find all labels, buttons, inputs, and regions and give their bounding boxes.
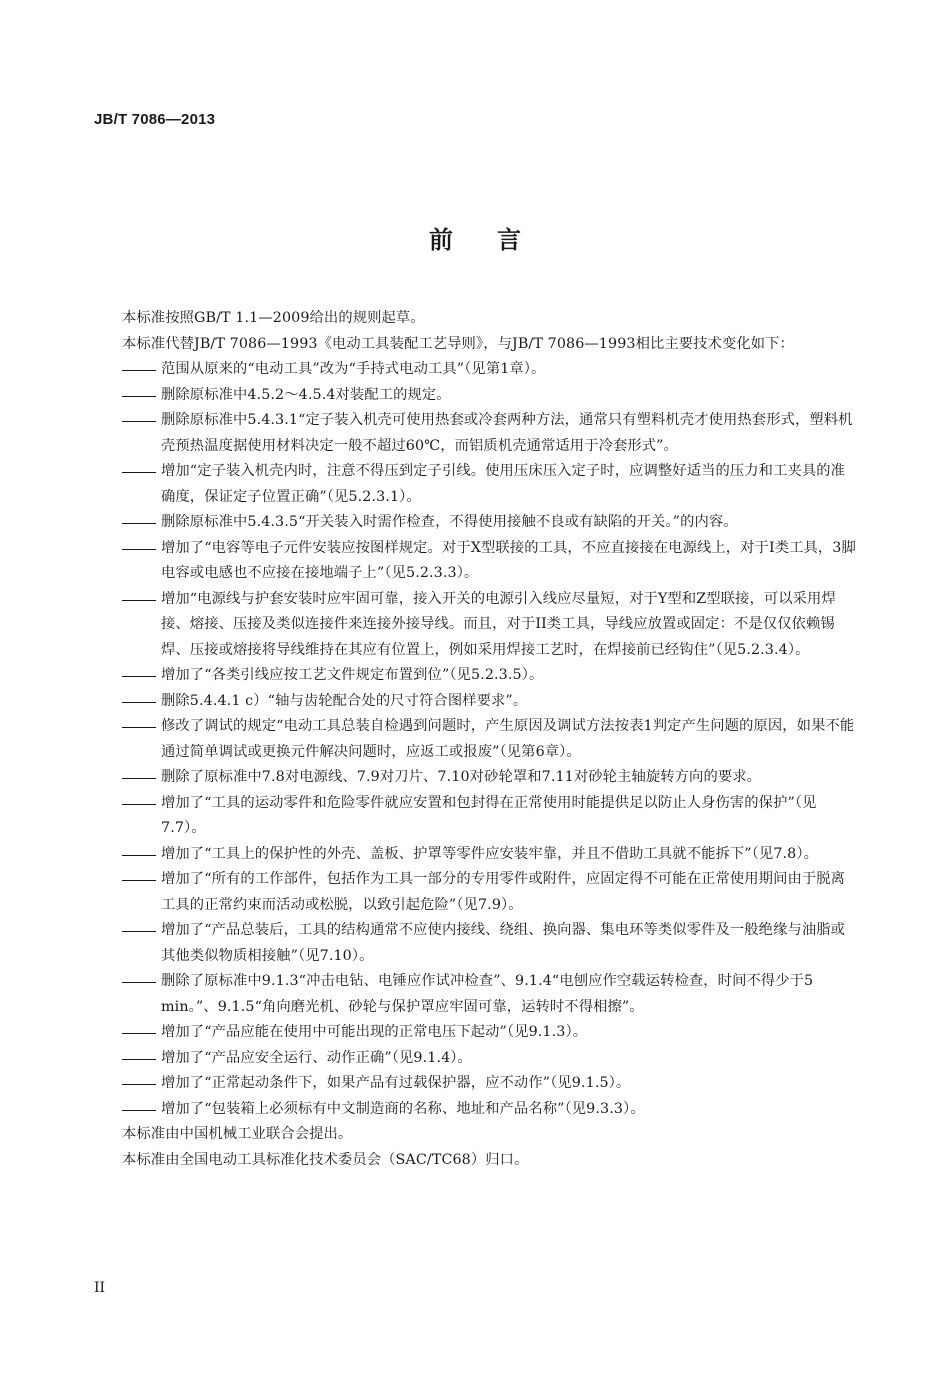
- standard-code: JB/T 7086—2013: [94, 111, 216, 128]
- list-item: [94, 510, 856, 536]
- list-item: [94, 383, 856, 409]
- list-item-text: 增加了“工具的运动零件和危险零件就应安置和包封得在正常使用时能提供足以防止人身伤害的保护”（见7.7）。: [161, 794, 817, 836]
- list-item-text: 增加了“工具上的保护性的外壳、盖板、护罩等零件应安装牢靠，并且不借助工具就不能拆下”（见7.8）。: [161, 845, 819, 862]
- list-item: [94, 663, 856, 689]
- list-item: [94, 969, 856, 1020]
- list-item-text: 增加了“产品应安全运行、动作正确”（见9.1.4）。: [161, 1049, 472, 1066]
- dash-marker: [122, 727, 156, 728]
- list-item-text: 删除了原标准中7.8对电源线、7.9对刀片、7.10对砂轮罩和7.11对砂轮主轴旋转方向的要求。: [161, 769, 762, 785]
- list-item-text: 删除了原标准中9.1.3“冲击电钻、电锤应作试冲检查”、9.1.4“电刨应作空载运转检查，时间不得少于5 min。”、9.1.5“角向磨光机、砂轮与保护罩应牢固可靠，运转时不得相擦”。: [161, 973, 814, 1015]
- list-item: [94, 357, 856, 383]
- dash-marker: [122, 855, 156, 856]
- dash-marker: [122, 982, 156, 983]
- dash-marker: [122, 702, 156, 703]
- list-item-text: 增加了“电容等电子元件安装应按图样规定。对于X型联接的工具，不应直接接在电源线上，对于Ⅰ类工具，3脚电容或电感也不应接在接地端子上”（见5.2.3.3）。: [161, 539, 856, 581]
- list-item-text: 增加了“所有的工作部件，包括作为工具一部分的专用零件或附件，应固定得不可能在正常使用期间由于脱离工具的正常约束而活动或松脱，以致引起危险”（见7.9）。: [161, 871, 846, 913]
- list-item-text: 修改了调试的规定“电动工具总装自检遇到问题时，产生原因及调试方法按表1判定产生问题的原因，如果不能通过简单调试或更换元件解决问题时，应返工或报废”（见第6章）。: [161, 718, 855, 760]
- list-item-text: 增加“电源线与护套安装时应牢固可靠，接入开关的电源引入线应尽量短，对于Y型和Z型联接，可以采用焊接、熔接、压接及类似连接件来连接外接导线。而且，对于II类工具，导线应放置或固定：不是仅仅依赖锡焊、压接或熔接将导线维持在其应有位置上，例如采用焊接工艺时，在焊接前已经钩住”（见5.2.3.4）。: [161, 590, 836, 658]
- list-item: [94, 918, 856, 969]
- dash-marker: [122, 931, 156, 932]
- closing-paragraph: 本标准由全国电动工具标准化技术委员会（SAC/TC68）归口。: [122, 1151, 529, 1168]
- list-item-text: 增加了“产品应能在使用中可能出现的正常电压下起动”（见9.1.3）。: [161, 1024, 588, 1040]
- list-item-text: 增加了“包装箱上必须标有中文制造商的名称、地址和产品名称”（见9.3.3）。: [161, 1100, 645, 1117]
- list-item-text: 增加“定子装入机壳内时，注意不得压到定子引线。使用压床压入定子时，应调整好适当的压力和工夹具的准确度，保证定子位置正确”（见5.2.3.1）。: [161, 463, 846, 505]
- list-item: [94, 587, 856, 664]
- list-item-text: 删除原标准中4.5.2～4.5.4对装配工的规定。: [161, 386, 451, 403]
- dash-marker: [122, 676, 156, 677]
- list-item-text: 删除5.4.4.1 c）“轴与齿轮配合处的尺寸符合图样要求”。: [161, 692, 528, 709]
- foreword-body: [94, 306, 856, 1173]
- list-item-text: 范围从原来的“电动工具”改为“手持式电动工具”（见第1章）。: [161, 361, 546, 377]
- list-item: [94, 867, 856, 918]
- list-item: [94, 459, 856, 510]
- list-item: [94, 791, 856, 842]
- dash-marker: [122, 549, 156, 550]
- dash-marker: [122, 804, 156, 805]
- dash-marker: [122, 472, 156, 473]
- list-item: [94, 842, 856, 868]
- list-item: [94, 408, 856, 459]
- dash-marker: [122, 778, 156, 779]
- list-item: [94, 1020, 856, 1046]
- list-item-text: 增加了“各类引线应按工艺文件规定布置到位”（见5.2.3.5）。: [161, 667, 544, 683]
- intro-paragraph: 本标准代替JB/T 7086—1993《电动工具装配工艺导则》，与JB/T 7086—1993相比主要技术变化如下：: [122, 335, 794, 352]
- dash-marker: [122, 880, 156, 881]
- list-item-text: 增加了“正常起动条件下，如果产品有过载保护器，应不动作”（见9.1.5）。: [161, 1075, 631, 1091]
- list-item-text: 增加了“产品总装后，工具的结构通常不应使内接线、绕组、换向器、集电环等类似零件及一般绝缘与油脂或其他类似物质相接触”（见7.10）。: [161, 922, 846, 964]
- dash-marker: [122, 1033, 156, 1034]
- list-item: [94, 1097, 856, 1123]
- list-item: [94, 1071, 856, 1097]
- dash-marker: [122, 396, 156, 397]
- list-item: [94, 765, 856, 791]
- intro-paragraph: 本标准按照GB/T 1.1—2009给出的规则起草。: [122, 310, 425, 326]
- dash-marker: [122, 421, 156, 422]
- page-number: II: [94, 1280, 106, 1296]
- list-item-text: 删除原标准中5.4.3.1“定子装入机壳可使用热套或冷套两种方法，通常只有塑料机壳才使用热套形式，塑料机壳预热温度据使用材料决定一般不超过60℃，而铝质机壳通常适用于冷套形式”。: [161, 412, 853, 454]
- list-item: [94, 714, 856, 765]
- dash-marker: [122, 1059, 156, 1060]
- dash-marker: [122, 523, 156, 524]
- dash-marker: [122, 370, 156, 371]
- dash-marker: [122, 1084, 156, 1085]
- list-item-text: 删除原标准中5.4.3.5“开关装入时需作检查，不得使用接触不良或有缺陷的开关。”的内容。: [161, 514, 738, 530]
- list-item: [94, 1046, 856, 1072]
- page-title: 前言: [429, 226, 565, 254]
- dash-marker: [122, 600, 156, 601]
- list-item: [94, 536, 856, 587]
- dash-marker: [122, 1110, 156, 1111]
- list-item: [94, 689, 856, 715]
- closing-paragraph: 本标准由中国机械工业联合会提出。: [122, 1126, 353, 1142]
- changes-list: [94, 357, 856, 1122]
